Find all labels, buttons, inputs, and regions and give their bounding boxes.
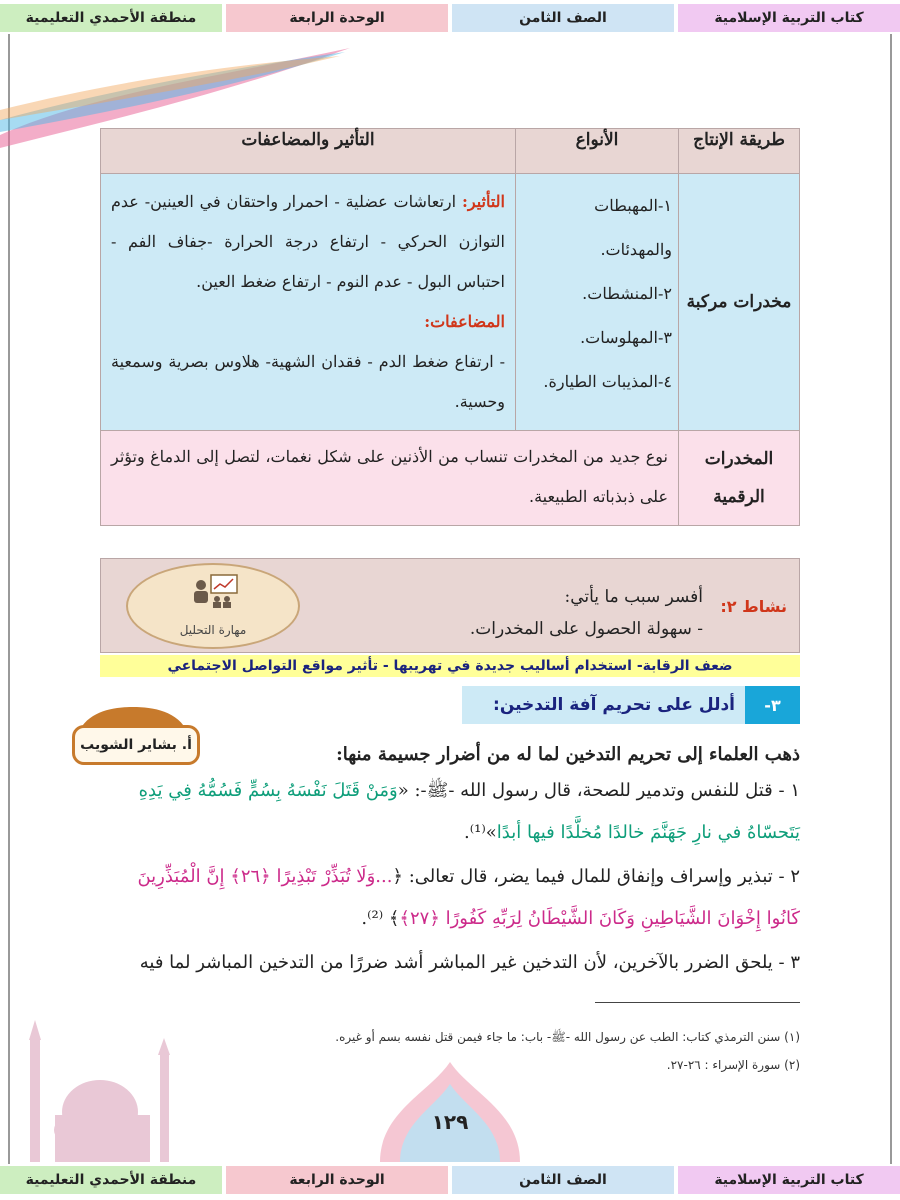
answer-note: ضعف الرقابة- استخدام أساليب جديدة في تهريبها - تأثير مواقع التواصل الاجتماعي	[100, 655, 800, 677]
kind-item: ١-المهبطات والمهدئات.	[594, 196, 672, 259]
effects-cell	[101, 174, 516, 431]
table-row	[101, 431, 800, 526]
method-label: المخدرات الرقمية	[704, 449, 774, 507]
frame-right	[890, 34, 892, 1164]
footer-grade: الصف الثامن	[452, 1166, 674, 1194]
header-unit: الوحدة الرابعة	[226, 4, 448, 32]
skill-label: مهارة التحليل	[179, 623, 247, 637]
header-band-top	[0, 4, 900, 32]
footnote-2: (٢) سورة الإسراء : ٢٦-٢٧.	[666, 1058, 800, 1072]
point-1-text: ١ - قتل للنفس وتدمير للصحة، قال رسول الله -ﷺ-: «	[397, 780, 800, 801]
section-title: أدلل على تحريم آفة التدخين:	[493, 695, 735, 715]
method-label: مخدرات مركبة	[686, 292, 792, 312]
author-name: أ. بشاير الشويب	[72, 725, 200, 765]
kind-item: ٢-المنشطات.	[582, 284, 672, 303]
footer-unit: الوحدة الرابعة	[226, 1166, 448, 1194]
body-point-3: ٣ - يلحق الضرر بالآخرين، لأن التدخين غير المباشر أشد ضررًا من التدخين المباشر لما فيه	[139, 952, 800, 973]
activity-item: - سهولة الحصول على المخدرات.	[469, 619, 703, 639]
effect-label: التأثير:	[461, 192, 505, 211]
point-2-text: ٢ - تبذير وإسراف وإنفاق للمال فيما يضر، قال تعالى: ﴿	[392, 866, 800, 887]
table-row	[101, 174, 800, 431]
frame-left	[8, 34, 10, 1164]
point-1-end: »⁽¹⁾.	[463, 822, 497, 843]
activity-prompt: أفسر سبب ما يأتي:	[564, 587, 703, 607]
body-point-1	[100, 770, 800, 854]
hadith-text: وَمَنْ قَتَلَ نَفْسَهُ بِسُمٍّ فَسُمُّهُ فِي يَدِهِ يَتَحسّاهُ في نارِ جَهَنَّمَ خالدًا مُخلَّدًا فيها أبدًا	[138, 780, 800, 843]
effect-text: ارتعاشات عضلية - احمرار واحتقان في العينين- عدم التوازن الحركي - ارتفاع درجة الحرارة -جفاف الفم - احتباس البول - عدم النوم - ارتفاع ضغط العين.	[111, 192, 505, 291]
skill-badge	[126, 563, 300, 649]
kind-item: ٤-المذيبات الطيارة.	[543, 372, 672, 391]
col-header-effects: التأثير والمضاعفات	[101, 129, 516, 174]
complications-text: - ارتفاع ضغط الدم - فقدان الشهية- هلاوس بصرية وسمعية وحسية.	[111, 352, 505, 411]
method-cell	[679, 174, 800, 431]
digital-drug-description: نوع جديد من المخدرات تنساب من الأذنين على شكل نغمات، لتصل إلى الدماغ وتؤثر على ذبذباته الطبيعية.	[101, 431, 679, 526]
header-band-bottom	[0, 1166, 900, 1194]
footer-book: كتاب التربية الإسلامية	[678, 1166, 900, 1194]
header-grade: الصف الثامن	[452, 4, 674, 32]
header-book: كتاب التربية الإسلامية	[678, 4, 900, 32]
footer-zone: منطقة الأحمدي التعليمية	[0, 1166, 222, 1194]
footnote-1: (١) سنن الترمذي كتاب: الطب عن رسول الله -ﷺ- باب: ما جاء فيمن قتل نفسه بسم أو غيره.	[335, 1030, 800, 1044]
footnote-divider	[595, 1002, 800, 1003]
body-intro: ذهب العلماء إلى تحريم التدخين لما له من أضرار جسيمة منها:	[336, 744, 800, 765]
analysis-icon	[183, 573, 243, 611]
col-header-method: طريقة الإنتاج	[679, 129, 800, 174]
point-2-end: ﴾ ⁽²⁾.	[361, 908, 400, 929]
mosque-silhouette	[10, 1020, 200, 1162]
section-number: ٣-	[745, 686, 800, 724]
kinds-cell	[516, 174, 679, 431]
body-point-2	[100, 856, 800, 940]
method-cell	[679, 431, 800, 526]
kind-item: ٣-المهلوسات.	[580, 328, 672, 347]
activity-text	[470, 581, 703, 645]
activity-label: نشاط ٢:	[720, 597, 787, 616]
activity-box	[100, 558, 800, 653]
complications-label: المضاعفات:	[424, 312, 505, 331]
drugs-table	[100, 128, 800, 526]
section-heading	[462, 686, 800, 724]
header-zone: منطقة الأحمدي التعليمية	[0, 4, 222, 32]
verse-text: ...وَلَا تُبَذِّرْ تَبْذِيرًا ﴿٢٦﴾ إِنَّ الْمُبَذِّرِينَ كَانُوا إِخْوَانَ الشَّيَاطِينِ وَكَانَ الشَّيْطَانُ لِرَبِّهِ كَفُورًا ﴿٢٧﴾	[137, 866, 800, 929]
page-number: ١٢٩	[431, 1110, 469, 1134]
col-header-kinds: الأنواع	[516, 129, 679, 174]
